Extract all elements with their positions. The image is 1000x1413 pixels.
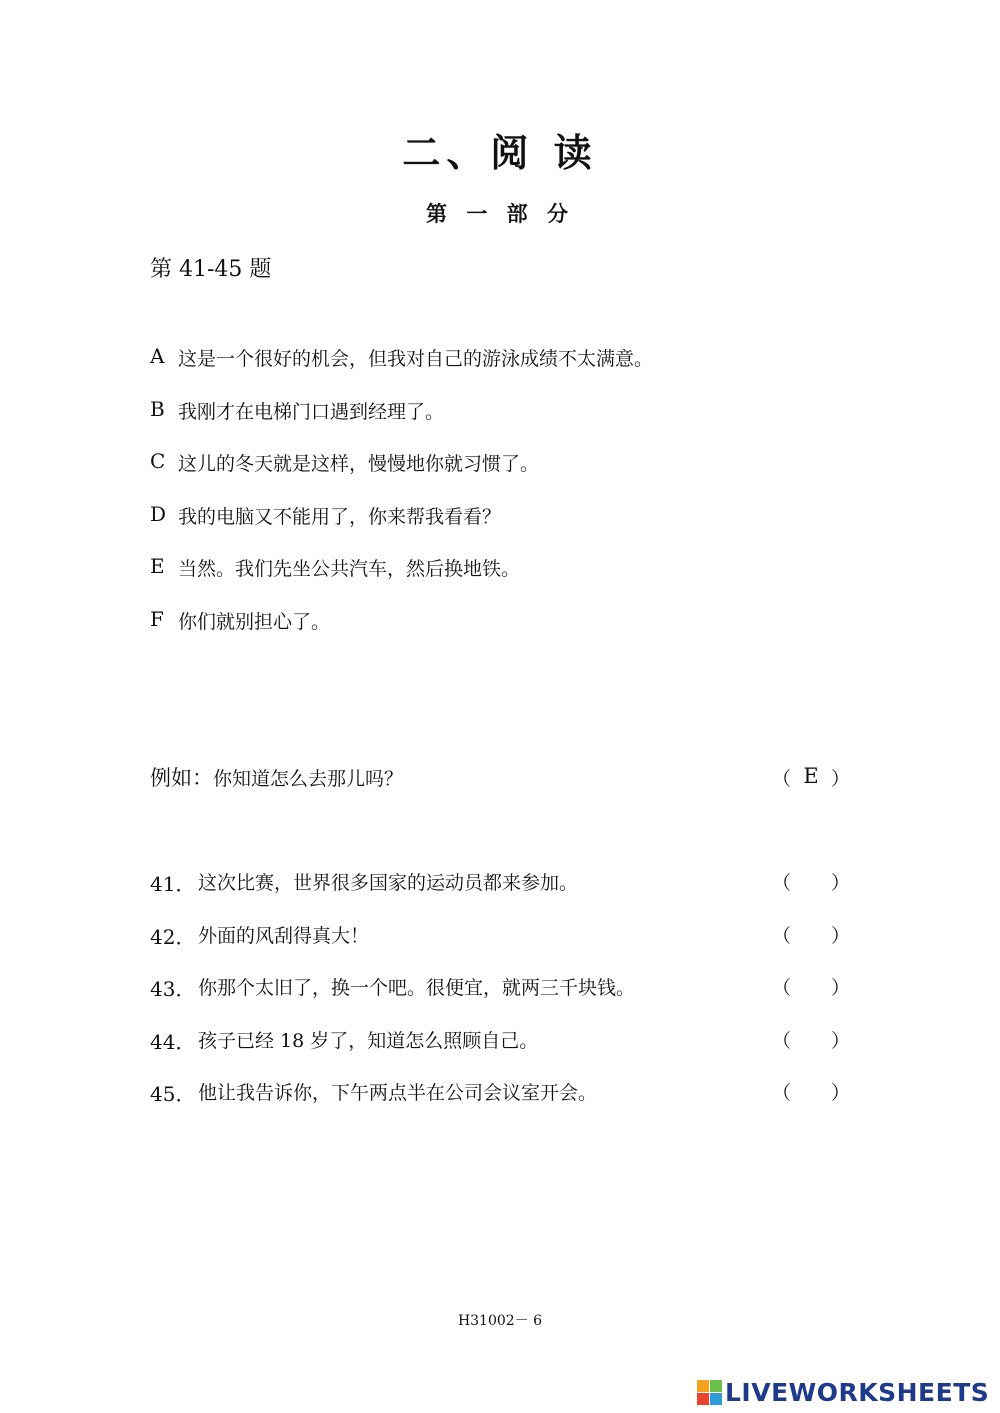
part-subtitle: 第 一 部 分 xyxy=(426,202,574,226)
question-42 xyxy=(150,921,850,974)
option-b xyxy=(150,397,653,450)
open-paren: （ xyxy=(772,1029,792,1052)
open-paren: （ xyxy=(772,767,792,790)
section-title: 二、阅 读 xyxy=(402,131,598,175)
question-text: 这次比赛，世界很多国家的运动员都来参加。 xyxy=(198,872,579,894)
option-text: 我刚才在电梯门口遇到经理了。 xyxy=(178,400,445,423)
question-number: 41． xyxy=(150,872,196,896)
question-43 xyxy=(150,973,850,1026)
option-letter: E xyxy=(150,554,165,578)
answer-blank[interactable] xyxy=(772,1078,850,1105)
options-list xyxy=(150,344,653,659)
option-text: 我的电脑又不能用了，你来帮我看看？ xyxy=(178,505,502,528)
example-answer xyxy=(772,764,850,791)
option-letter: C xyxy=(150,449,166,473)
question-text: 他让我告诉你，下午两点半在公司会议室开会。 xyxy=(198,1082,598,1104)
logo-tile xyxy=(710,1380,722,1392)
option-text: 当然。我们先坐公共汽车，然后换地铁。 xyxy=(178,558,521,580)
option-text: 这是一个很好的机会，但我对自己的游泳成绩不太满意。 xyxy=(178,348,654,370)
question-number: 43． xyxy=(150,977,196,1001)
close-paren: ） xyxy=(830,1029,850,1052)
option-f xyxy=(150,607,653,660)
option-letter: A xyxy=(150,344,165,368)
question-number: 44． xyxy=(150,1029,196,1054)
question-text: 你那个太旧了，换一个吧。很便宜，就两三千块钱。 xyxy=(198,977,636,999)
open-paren: （ xyxy=(772,1082,792,1104)
page-footer: H31002－ 6 xyxy=(457,1313,543,1329)
option-text: 你们就别担心了。 xyxy=(178,610,331,633)
question-45 xyxy=(150,1078,850,1131)
option-d xyxy=(150,502,653,555)
logo-tile xyxy=(710,1393,722,1405)
logo-tile xyxy=(697,1393,709,1405)
question-number: 42． xyxy=(150,924,196,949)
question-range: 第 41-45 题 xyxy=(150,257,272,282)
answer-blank[interactable] xyxy=(772,973,850,1000)
example-answer-value: E xyxy=(803,763,819,788)
question-44 xyxy=(150,1026,850,1079)
open-paren: （ xyxy=(772,924,792,947)
option-e xyxy=(150,554,653,607)
close-paren: ） xyxy=(830,1082,850,1104)
option-a xyxy=(150,344,653,397)
option-letter: F xyxy=(150,606,164,631)
option-text: 这儿的冬天就是这样，慢慢地你就习惯了。 xyxy=(178,453,540,475)
logo-tile xyxy=(697,1380,709,1392)
example-row xyxy=(150,762,850,792)
liveworksheets-logo-icon xyxy=(697,1380,722,1405)
open-paren: （ xyxy=(772,872,792,894)
liveworksheets-brand[interactable] xyxy=(697,1378,989,1407)
question-41 xyxy=(150,868,850,921)
question-number: 45． xyxy=(150,1082,196,1106)
question-text: 孩子已经 18 岁了，知道怎么照顾自己。 xyxy=(198,1029,539,1052)
close-paren: ） xyxy=(830,872,850,894)
answer-blank[interactable] xyxy=(772,868,850,895)
example-label: 例如： xyxy=(150,766,213,790)
answer-blank[interactable] xyxy=(772,1026,850,1053)
close-paren: ） xyxy=(830,924,850,947)
open-paren: （ xyxy=(772,977,792,999)
option-c xyxy=(150,449,653,502)
brand-name: LIVEWORKSHEETS xyxy=(725,1378,990,1407)
close-paren: ） xyxy=(830,767,850,790)
answer-blank[interactable] xyxy=(772,921,850,948)
example-text: 你知道怎么去那儿吗？ xyxy=(213,767,404,790)
questions-list xyxy=(150,868,850,1131)
close-paren: ） xyxy=(830,977,850,999)
question-text: 外面的风刮得真大！ xyxy=(198,924,370,947)
option-letter: B xyxy=(150,396,165,421)
option-letter: D xyxy=(150,501,167,526)
